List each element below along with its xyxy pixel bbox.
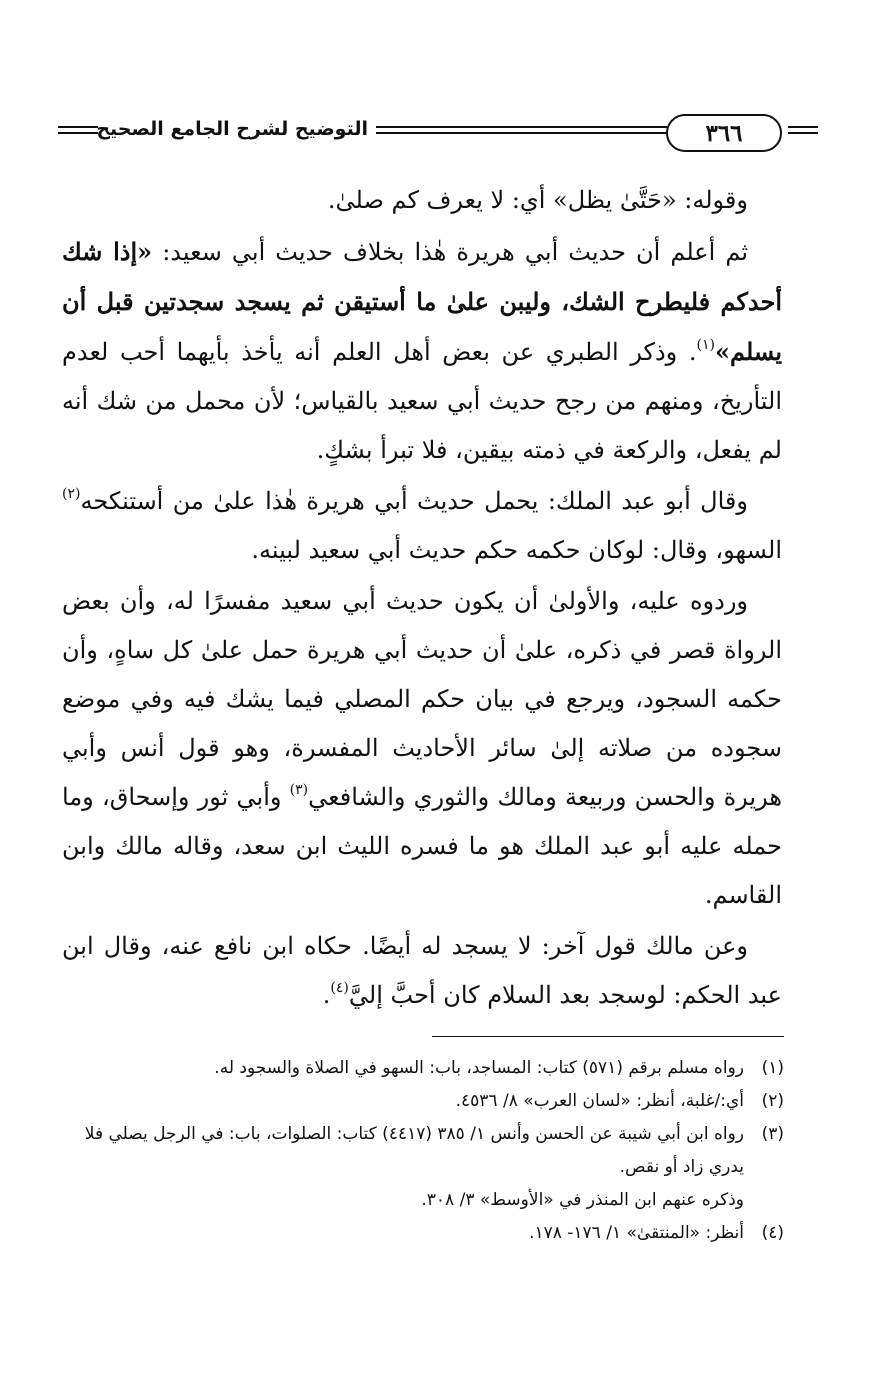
footnote-ref-4[interactable]: (٤) bbox=[330, 980, 349, 996]
paragraph-1: وقوله: «حَتَّىٰ يظل» أي: لا يعرف كم صلىٰ. bbox=[327, 186, 748, 214]
footnote-separator bbox=[432, 1036, 784, 1037]
footnotes bbox=[62, 1052, 784, 1250]
footnote-4 bbox=[62, 1217, 784, 1250]
footnote-1 bbox=[62, 1052, 784, 1085]
footnote-3-continuation: وذكره عنهم ابن المنذر في «الأوسط» ٣/ ٣٠٨. bbox=[421, 1190, 744, 1210]
page-header bbox=[58, 112, 783, 154]
header-rule-middle bbox=[376, 126, 716, 136]
footnote-3 bbox=[62, 1118, 784, 1184]
footnote-mark: (١) bbox=[761, 1058, 784, 1078]
footnote-mark: (٢) bbox=[761, 1091, 784, 1111]
paragraph-5: وعن مالك قول آخر: لا يسجد له أيضًا. حكاه ابن نافع عنه، وقال ابن عبد الحكم: لوسجد بعد السلام كان أحبَّ إليَّ$^{(٤)}$. bbox=[62, 932, 782, 1009]
header-rule-left bbox=[58, 126, 98, 136]
footnote-text: رواه ابن أبي شيبة عن الحسن وأنس ١/ ٣٨٥ (٤٤١٧) كتاب: الصلوات، باب: في الرجل يصلي فلا يدري زاد أو نقص. bbox=[84, 1124, 744, 1177]
footnote-ref-1[interactable]: (١) bbox=[696, 337, 715, 353]
paragraph-2: ثم أعلم أن حديث أبي هريرة هٰذا بخلاف حديث أبي سعيد: «إذا شك أحدكم فليطرح الشك، وليبن علىٰ ما أستيقن ثم يسجد سجدتين قبل أن يسلم»$^{(١)}$. وذكر الطبري عن بعض أهل العلم أنه يأخذ بأيهما أحب لعدم التأريخ، ومنهم من رجح حديث أبي سعيد بالقياس؛ لأن محمل من شك أنه لم يفعل، والركعة في ذمته بيقين، فلا تبرأ بشكٍ. bbox=[62, 237, 782, 464]
footnote-mark: (٤) bbox=[761, 1223, 784, 1243]
footnote-ref-2[interactable]: (٢) bbox=[62, 486, 81, 502]
footnote-ref-3[interactable]: (٣) bbox=[289, 782, 309, 798]
page-number: ٣٦٦ bbox=[666, 114, 782, 152]
footnote-mark: (٣) bbox=[761, 1124, 784, 1144]
footnote-text: أي:/غلبة، أنظر: «لسان العرب» ٨/ ٤٥٣٦. bbox=[455, 1091, 744, 1111]
header-rule-right bbox=[788, 126, 818, 136]
main-text bbox=[62, 176, 782, 1020]
footnote-text: رواه مسلم برقم (٥٧١) كتاب: المساجد، باب: السهو في الصلاة والسجود له. bbox=[214, 1058, 744, 1078]
paragraph-4: وردوه عليه، والأولىٰ أن يكون حديث أبي سعيد مفسرًا له، وأن بعض الرواة قصر في ذكره، علىٰ أن حديث أبي هريرة حمل علىٰ كل ساهٍ، وأن حكمه السجود، ويرجع في بيان حكم المصلي فيما يشك فيه وفي موضع سجوده من صلاته إلىٰ سائر الأحاديث المفسرة، وهو قول أنس وأبي هريرة والحسن وربيعة ومالك والثوري والشافعي$^{(٣)}$ وأبي ثور وإسحاق، وما حمله عليه أبو عبد الملك هو ما فسره الليث ابن سعد، وقاله مالك وابن القاسم. bbox=[62, 587, 783, 909]
paragraph-3: وقال أبو عبد الملك: يحمل حديث أبي هريرة هٰذا علىٰ من أستنكحه$^{(٢)}$ السهو، وقال: لوكان حكمه حكم حديث أبي سعيد لبينه. bbox=[62, 486, 782, 564]
footnote-text: أنظر: «المنتقىٰ» ١/ ١٧٦- ١٧٨. bbox=[529, 1223, 744, 1243]
footnote-2 bbox=[62, 1085, 784, 1118]
running-title: التوضيح لشرح الجامع الصحيح bbox=[96, 118, 368, 140]
hadith-quote: «إذا شك أحدكم فليطرح الشك، وليبن علىٰ ما أستيقن ثم يسجد سجدتين قبل أن يسلم» bbox=[62, 237, 782, 366]
